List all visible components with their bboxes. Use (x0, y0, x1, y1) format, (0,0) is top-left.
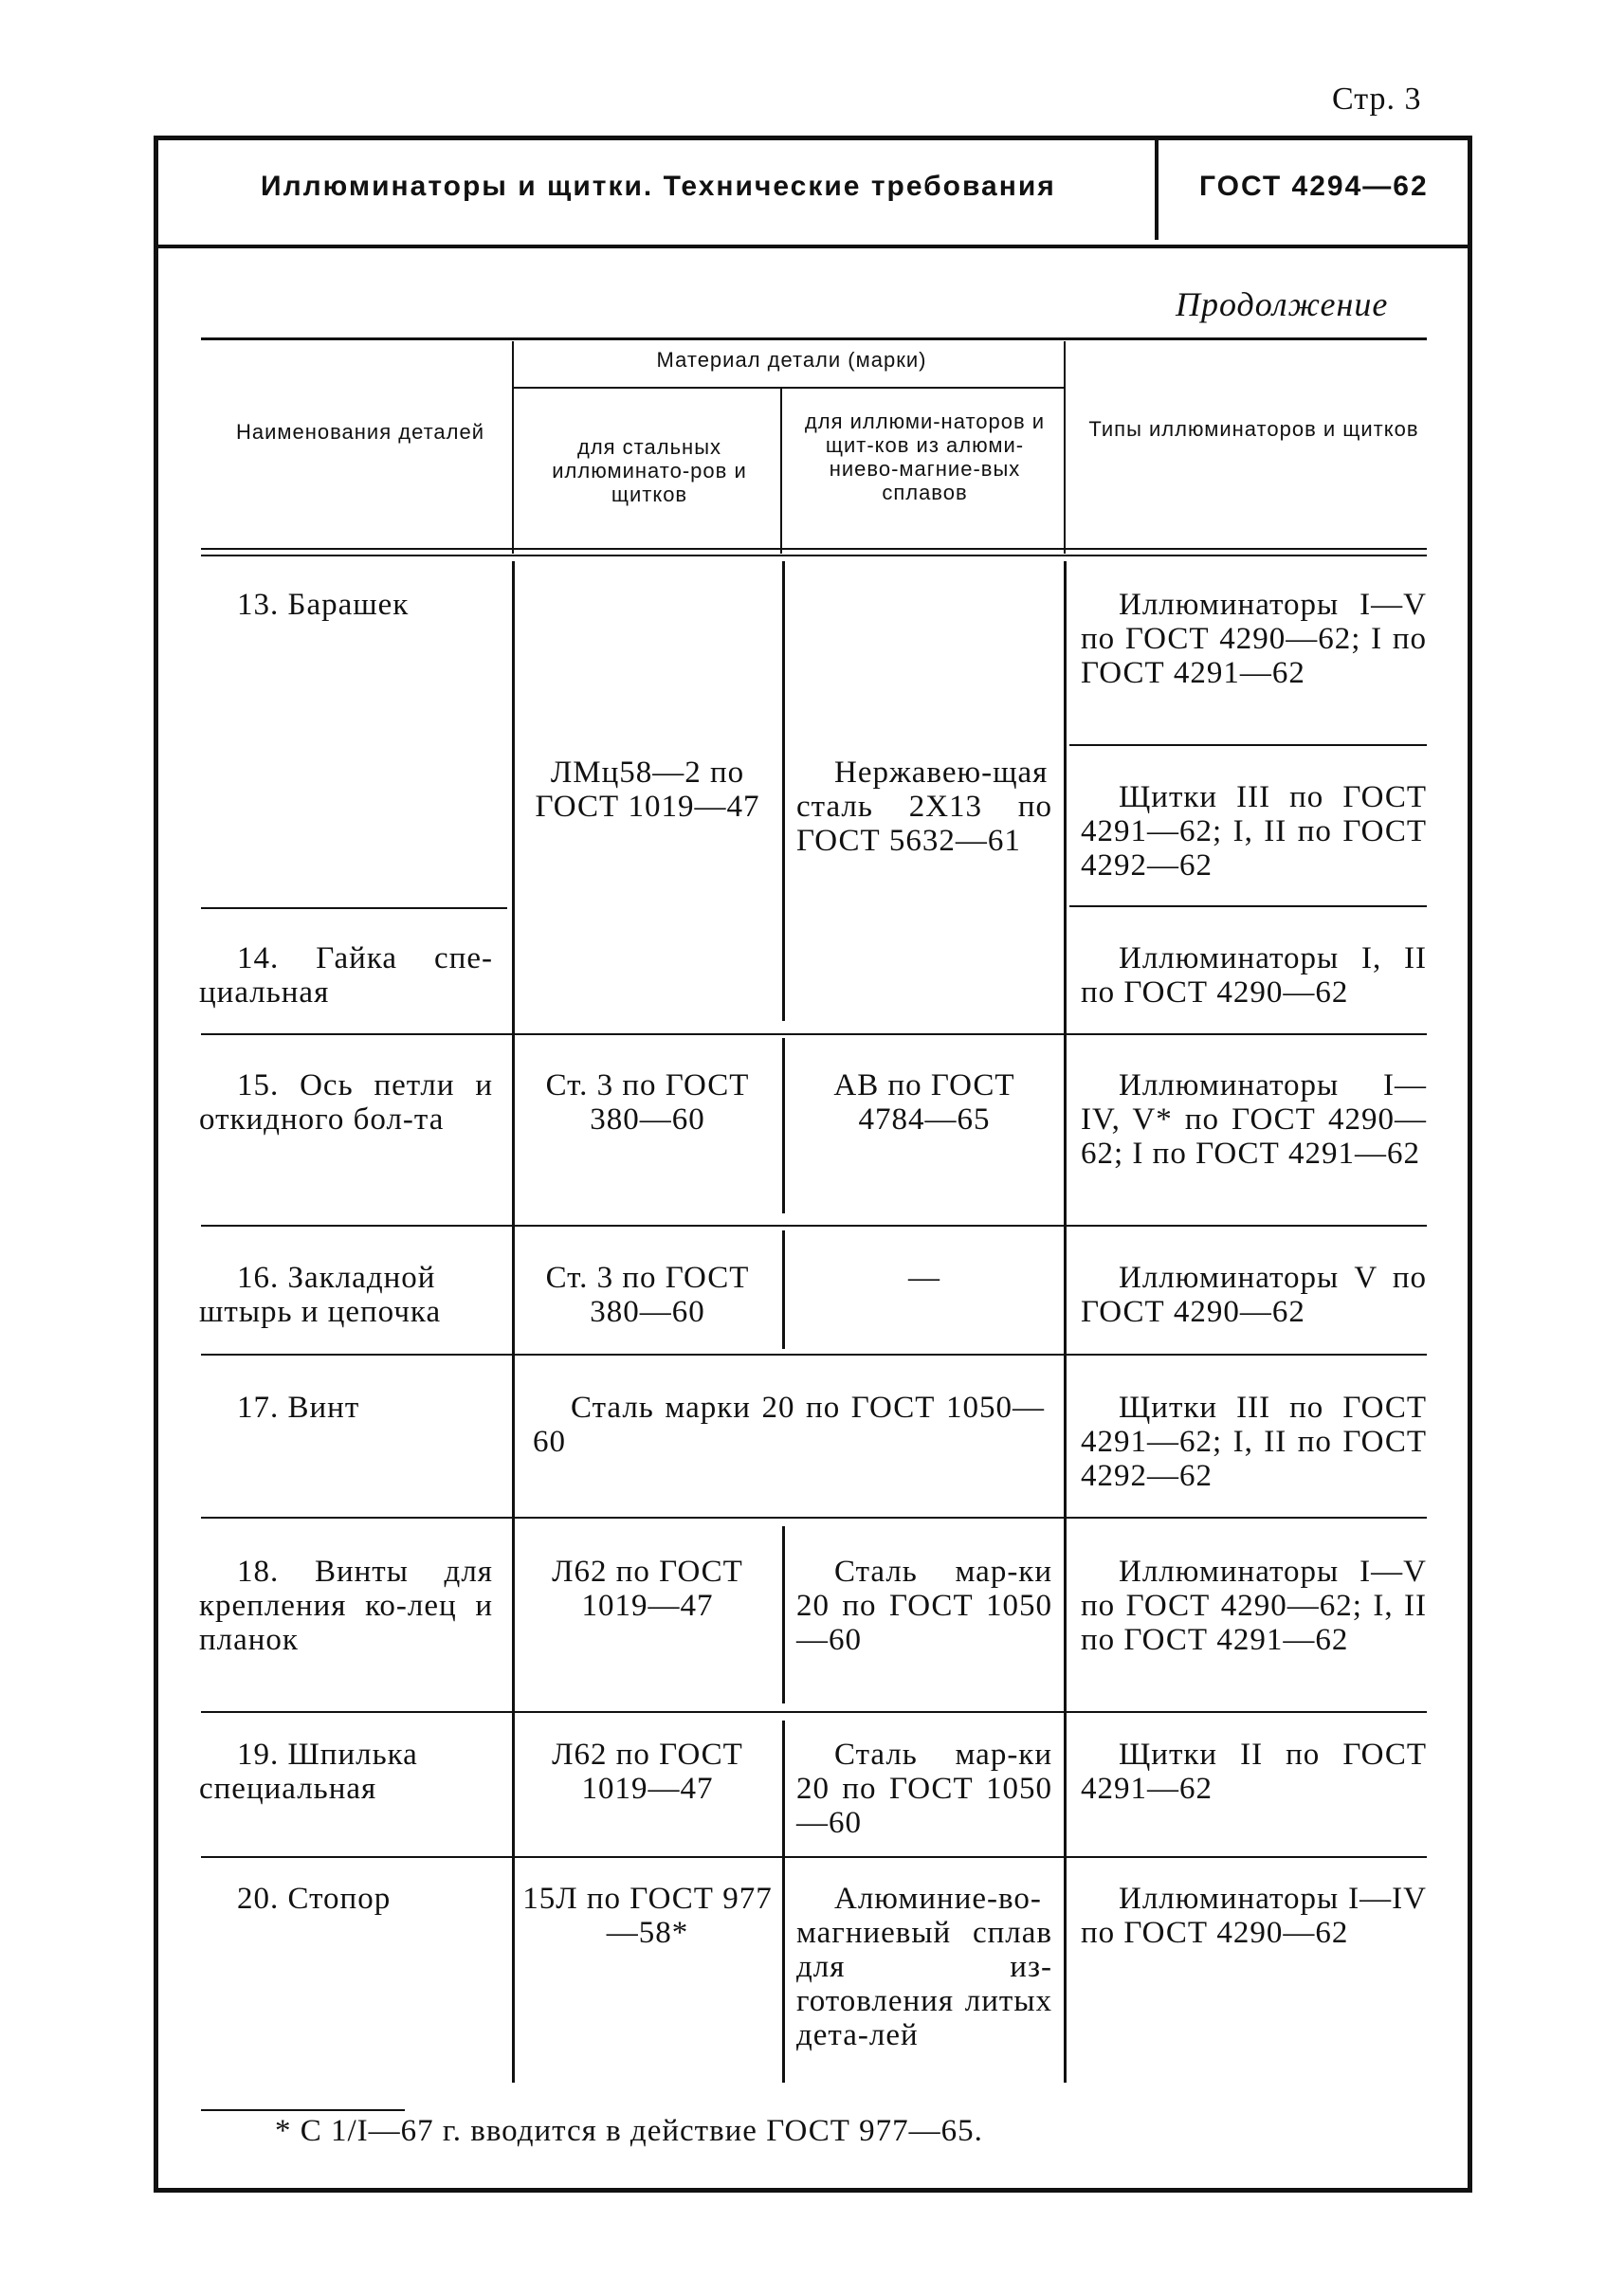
row-20-part-name: 20. Стопор (237, 1882, 392, 1916)
footnote: * С 1/I—67 г. вводится в действие ГОСТ 977—65. (275, 2114, 983, 2148)
row-16-types: Иллюминаторы V по ГОСТ 4290—62 (1081, 1261, 1427, 1329)
header-col-sep-2 (780, 389, 782, 554)
table-top-rule (201, 337, 1427, 340)
row-15-part-name: 15. Ось петли и откидного бол-та (199, 1068, 493, 1137)
row-14-types: Иллюминаторы I, II по ГОСТ 4290—62 (1081, 941, 1427, 1010)
row-19-types: Щитки II по ГОСТ 4291—62 (1081, 1738, 1427, 1806)
row-19-steel-material: Л62 по ГОСТ 1019—47 (552, 1738, 743, 1806)
row-rule-13b-types (1069, 905, 1427, 907)
row-rule-13-types (1069, 744, 1427, 746)
row-13-part-name: 13. Барашек (237, 588, 410, 622)
document-title: Иллюминаторы и щитки. Технические требования (261, 171, 1056, 202)
row-20-alloy-material: Алюминие-во-магниевый сплав для из-готовления литых дета-лей (796, 1882, 1052, 2052)
row-rule-18 (201, 1711, 1427, 1713)
row-18-alloy-material: Сталь мар-ки 20 по ГОСТ 1050—60 (796, 1555, 1052, 1657)
header-rule-2 (201, 555, 1427, 556)
col-sep-material-f (782, 1867, 785, 2083)
header-alloy-material: для иллюми-наторов и щит-ков из алюми-ниево-магние-вых сплавов (804, 410, 1046, 504)
row-rule-17 (201, 1517, 1427, 1519)
row-18-part-name: 18. Винты для крепления ко-лец и планок (199, 1555, 493, 1657)
row-rule-16 (201, 1354, 1427, 1356)
row-18-types: Иллюминаторы I—V по ГОСТ 4290—62; I, II по ГОСТ 4291—62 (1081, 1555, 1427, 1657)
row-14-part-name: 14. Гайка спе-циальная (199, 941, 493, 1010)
header-types: Типы иллюминаторов и щитков (1088, 417, 1419, 441)
col-sep-name (512, 561, 515, 2083)
row-rule-13-name (201, 907, 507, 909)
row-rule-14 (201, 1033, 1427, 1035)
row-17-material: Сталь марки 20 по ГОСТ 1050—60 (533, 1391, 1045, 1459)
standard-number: ГОСТ 4294—62 (1199, 171, 1429, 202)
row-13-14-alloy-material: Нержавею-щая сталь 2Х13 по ГОСТ 5632—61 (796, 756, 1052, 858)
header-part-name: Наименования деталей (235, 420, 485, 444)
header-rule-1 (201, 548, 1427, 550)
row-17-types: Щитки III по ГОСТ 4291—62; I, II по ГОСТ 4292—62 (1081, 1391, 1427, 1493)
row-15-types: Иллюминаторы I—IV, V* по ГОСТ 4290—62; I по ГОСТ 4291—62 (1081, 1068, 1427, 1171)
row-18-steel-material: Л62 по ГОСТ 1019—47 (552, 1555, 743, 1623)
header-col-sep-3 (1064, 341, 1066, 554)
row-16-alloy-material: — (908, 1261, 940, 1295)
header-divider (154, 245, 1472, 248)
row-13-types-illuminators: Иллюминаторы I—V по ГОСТ 4290—62; I по ГОСТ 4291—62 (1081, 588, 1427, 690)
row-15-alloy-material: АВ по ГОСТ 4784—65 (833, 1068, 1015, 1137)
row-17-part-name: 17. Винт (237, 1391, 360, 1425)
col-sep-material-d (782, 1526, 785, 1703)
header-steel-material: для стальных иллюминато-ров и щитков (552, 435, 747, 506)
col-sep-material-a (782, 561, 785, 1021)
footnote-rule (201, 2109, 405, 2111)
col-sep-material-c (782, 1230, 785, 1349)
header-col-sep-1 (512, 341, 514, 554)
row-rule-19 (201, 1856, 1427, 1858)
header-material-group: Материал детали (марки) (656, 348, 927, 372)
row-20-types: Иллюминаторы I—IV по ГОСТ 4290—62 (1081, 1882, 1427, 1950)
row-19-alloy-material: Сталь мар-ки 20 по ГОСТ 1050—60 (796, 1738, 1052, 1840)
col-sep-material-e (782, 1721, 785, 1888)
row-16-part-name: 16. Закладной штырь и цепочка (199, 1261, 442, 1329)
row-20-steel-material: 15Л по ГОСТ 977—58* (522, 1882, 773, 1950)
row-13-types-shields: Щитки III по ГОСТ 4291—62; I, II по ГОСТ 4292—62 (1081, 780, 1427, 883)
continuation-label: Продолжение (1176, 285, 1389, 323)
row-13-14-steel-material: ЛМц58—2 по ГОСТ 1019—47 (535, 756, 760, 824)
col-sep-material-b (782, 1038, 785, 1213)
material-group-rule (514, 387, 1064, 389)
row-19-part-name: 19. Шпилька специальная (199, 1738, 418, 1806)
row-15-steel-material: Ст. 3 по ГОСТ 380—60 (545, 1068, 750, 1137)
row-16-steel-material: Ст. 3 по ГОСТ 380—60 (545, 1261, 750, 1329)
col-sep-types (1064, 561, 1067, 2083)
page-number: Стр. 3 (1332, 82, 1422, 117)
row-rule-15 (201, 1225, 1427, 1227)
header-vertical-divider (1155, 140, 1159, 240)
